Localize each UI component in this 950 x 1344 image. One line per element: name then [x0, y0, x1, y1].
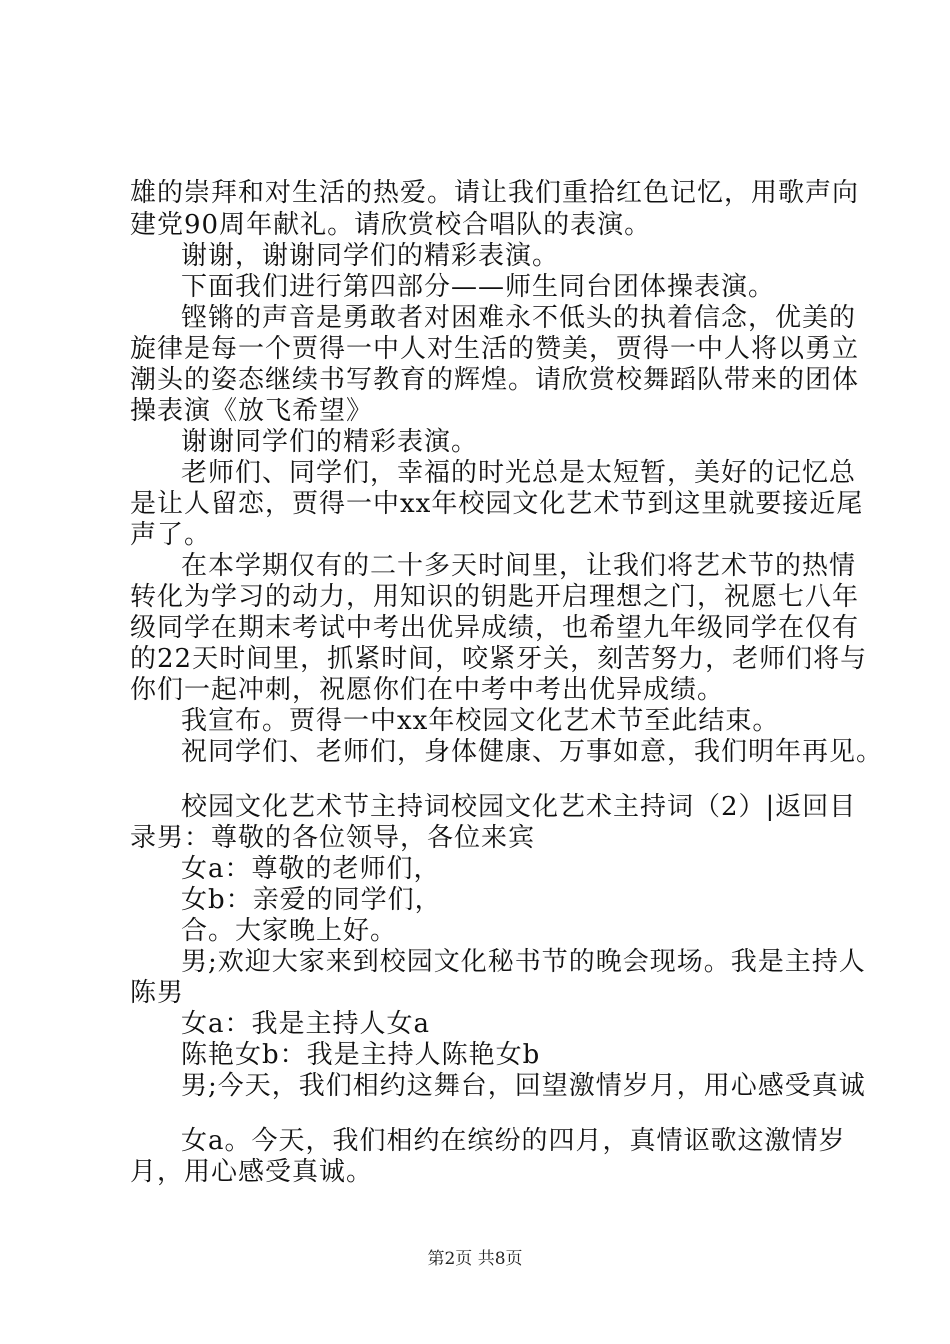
page-number-footer: 第2页 共8页 [427, 1249, 523, 1269]
text-line: 转化为学习的动力，用知识的钥匙开启理想之门，祝愿七八年 [130, 582, 860, 612]
text-line: 操表演《放飞希望》 [130, 396, 374, 426]
text-line: 老师们、同学们，幸福的时光总是太短暂，美好的记忆总 [181, 458, 857, 488]
text-line: 潮头的姿态继续书写教育的辉煌。请欣赏校舞蹈队带来的团体 [130, 365, 860, 395]
text-line: 你们一起冲刺，祝愿你们在中考中考出优异成绩。 [130, 675, 725, 705]
text-line: 男;今天，我们相约这舞台，回望激情岁月，用心感受真诚 [181, 1071, 866, 1101]
text-line: 是让人留恋，贾得一中xx年校园文化艺术节到这里就要接近尾 [130, 489, 864, 519]
text-line: 合。大家晚上好。 [181, 916, 398, 946]
text-line: 女a：我是主持人女a [181, 1009, 431, 1039]
text-line: 录男：尊敬的各位领导，各位来宾 [130, 823, 536, 853]
text-line: 陈艳女b：我是主持人陈艳女b [181, 1040, 541, 1070]
text-line: 铿锵的声音是勇敢者对困难永不低头的执着信念，优美的 [181, 303, 857, 333]
text-line: 在本学期仅有的二十多天时间里，让我们将艺术节的热情 [181, 551, 857, 581]
text-line: 旋律是每一个贾得一中人对生活的赞美，贾得一中人将以勇立 [130, 334, 860, 364]
section-heading-line: 校园文化艺术节主持词校园文化艺术主持词（2）|返回目 [181, 792, 857, 822]
text-line: 下面我们进行第四部分——师生同台团体操表演。 [181, 272, 776, 302]
text-line: 声了。 [130, 520, 212, 550]
text-line: 谢谢同学们的精彩表演。 [181, 427, 479, 457]
text-line: 谢谢，谢谢同学们的精彩表演。 [181, 241, 560, 271]
text-line: 女a。今天，我们相约在缤纷的四月，真情讴歌这激情岁 [181, 1126, 846, 1156]
text-line: 女a：尊敬的老师们， [181, 854, 441, 884]
text-line: 男;欢迎大家来到校园文化秘书节的晚会现场。我是主持人 [181, 947, 866, 977]
text-line: 建党90周年献礼。请欣赏校合唱队的表演。 [130, 210, 652, 240]
text-line: 我宣布。贾得一中xx年校园文化艺术节至此结束。 [181, 706, 780, 736]
text-line: 祝同学们、老师们，身体健康、万事如意，我们明年再见。 [181, 737, 884, 767]
text-line: 月，用心感受真诚。 [130, 1157, 374, 1187]
text-line: 雄的崇拜和对生活的热爱。请让我们重拾红色记忆，用歌声向 [130, 178, 860, 208]
text-line: 陈男 [130, 978, 185, 1008]
text-line: 级同学在期末考试中考出优异成绩，也希望九年级同学在仅有 [130, 613, 860, 643]
text-line: 女b：亲爱的同学们， [181, 885, 442, 915]
text-line: 的22天时间里，抓紧时间，咬紧牙关，刻苦努力，老师们将与 [130, 644, 868, 674]
